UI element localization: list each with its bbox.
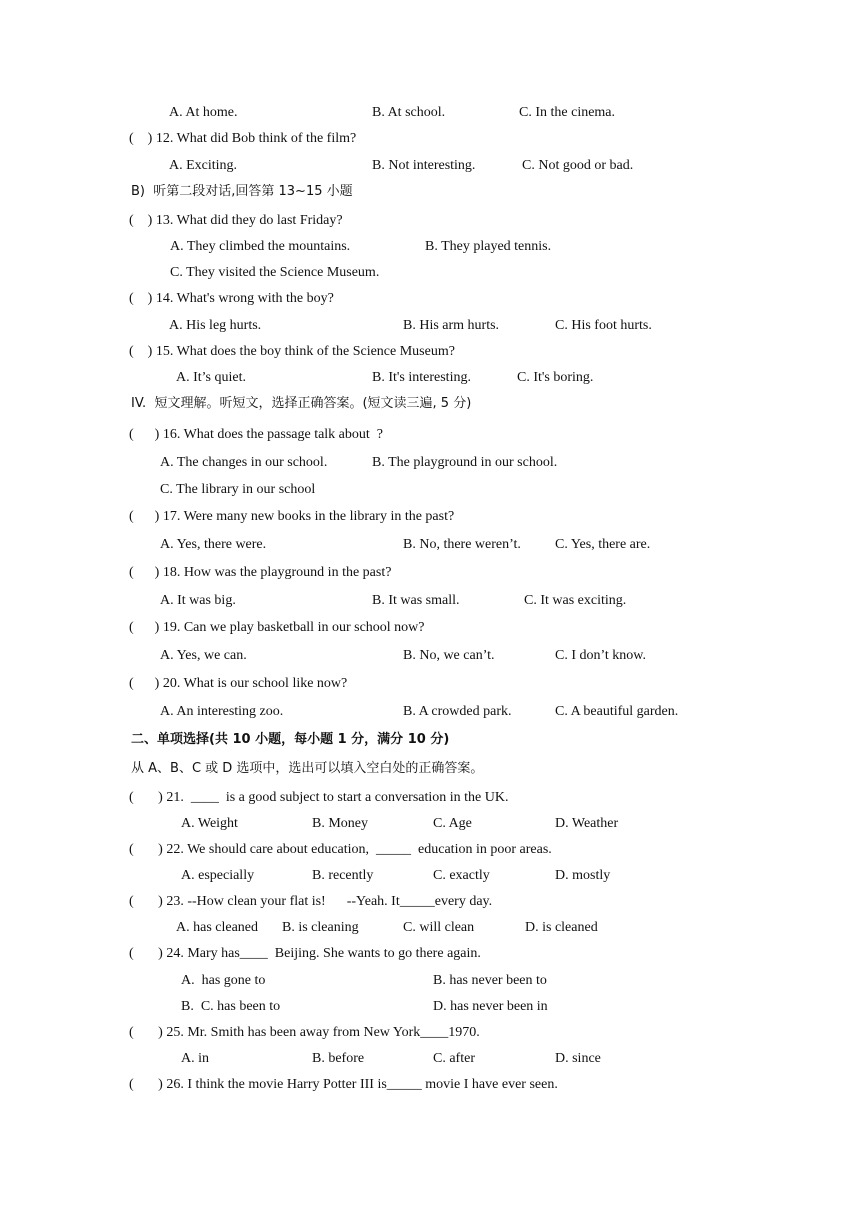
option-a: A. especially <box>181 868 255 883</box>
q16-option-c: C. The library in our school <box>160 482 316 497</box>
option-a: A. in <box>181 1051 209 1066</box>
option-b: B. No, there weren’t. <box>403 537 521 552</box>
option-a: A. has cleaned <box>176 920 259 935</box>
option-c: C. In the cinema. <box>519 105 616 120</box>
option-c: C. His foot hurts. <box>555 318 652 333</box>
question-25: ( ) 25. Mr. Smith has been away from New York____1970. <box>129 1025 480 1040</box>
option-a: A. The changes in our school. <box>160 455 328 470</box>
question-23: ( ) 23. --How clean your flat is! --Yeah. It_____every day. <box>129 894 493 909</box>
question-20: ( ) 20. What is our school like now? <box>129 676 348 691</box>
option-b: B. At school. <box>372 105 446 120</box>
option-d: D. since <box>555 1051 601 1066</box>
option-a: A. They climbed the mountains. <box>170 239 351 254</box>
option-d: D. is cleaned <box>525 920 598 935</box>
option-c: C. exactly <box>433 868 490 883</box>
option-c: C. Age <box>433 816 472 831</box>
option-a: A. An interesting zoo. <box>160 704 284 719</box>
question-12: ( ) 12. What did Bob think of the film? <box>129 131 357 146</box>
question-26: ( ) 26. I think the movie Harry Potter III is_____ movie I have ever seen. <box>129 1077 558 1092</box>
option-c: C. Not good or bad. <box>522 158 634 173</box>
option-b: B. It was small. <box>372 593 460 608</box>
section-2-heading: 二、单项选择(共 10 小题，每小题 1 分，满分 10 分) <box>131 732 450 747</box>
question-16: ( ) 16. What does the passage talk about ? <box>129 427 384 442</box>
option-c: C. It's boring. <box>517 370 594 385</box>
question-24: ( ) 24. Mary has____ Beijing. She wants to go there again. <box>129 946 481 961</box>
option-a: A. has gone to <box>181 973 266 988</box>
option-c: C. A beautiful garden. <box>555 704 679 719</box>
option-c: B. C. has been to <box>181 999 281 1014</box>
option-b: B. The playground in our school. <box>372 455 558 470</box>
question-19: ( ) 19. Can we play basketball in our school now? <box>129 620 425 635</box>
option-b: B. It's interesting. <box>372 370 471 385</box>
option-c: C. Yes, there are. <box>555 537 651 552</box>
question-15: ( ) 15. What does the boy think of the Science Museum? <box>129 344 455 359</box>
option-d: D. has never been in <box>433 999 548 1014</box>
option-a: A. It was big. <box>160 593 236 608</box>
question-13: ( ) 13. What did they do last Friday? <box>129 213 343 228</box>
question-22: ( ) 22. We should care about education, _____ education in poor areas. <box>129 842 552 857</box>
option-b: B. Not interesting. <box>372 158 476 173</box>
option-d: D. Weather <box>555 816 619 831</box>
option-c: C. It was exciting. <box>524 593 627 608</box>
option-b: B. No, we can’t. <box>403 648 495 663</box>
option-b: B. Money <box>312 816 368 831</box>
option-b: B. His arm hurts. <box>403 318 500 333</box>
option-a: A. Weight <box>181 816 238 831</box>
option-c: C. I don’t know. <box>555 648 646 663</box>
option-a: A. Yes, there were. <box>160 537 267 552</box>
question-17: ( ) 17. Were many new books in the library in the past? <box>129 509 455 524</box>
option-a: A. It’s quiet. <box>176 370 246 385</box>
section-iv-heading: IV. 短文理解。听短文，选择正确答案。(短文读三遍, 5 分) <box>131 396 472 411</box>
question-21: ( ) 21. ____ is a good subject to start a conversation in the UK. <box>129 790 509 805</box>
option-a: A. Exciting. <box>169 158 238 173</box>
option-a: A. His leg hurts. <box>169 318 262 333</box>
option-b: B. A crowded park. <box>403 704 512 719</box>
option-b: B. is cleaning <box>282 920 359 935</box>
section-2-instructions: 从 A、B、C 或 D 选项中，选出可以填入空白处的正确答案。 <box>131 761 484 776</box>
q13-option-c: C. They visited the Science Museum. <box>170 265 380 280</box>
option-a: A. At home. <box>169 105 238 120</box>
option-b: B. has never been to <box>433 973 547 988</box>
question-18: ( ) 18. How was the playground in the past? <box>129 565 392 580</box>
option-b: B. before <box>312 1051 365 1066</box>
option-d: D. mostly <box>555 868 611 883</box>
option-c: C. after <box>433 1051 475 1066</box>
option-b: B. They played tennis. <box>425 239 552 254</box>
option-c: C. will clean <box>403 920 475 935</box>
option-b: B. recently <box>312 868 374 883</box>
option-a: A. Yes, we can. <box>160 648 247 663</box>
question-14: ( ) 14. What's wrong with the boy? <box>129 291 334 306</box>
section-b-heading: B) 听第二段对话,回答第 13~15 小题 <box>131 184 353 199</box>
